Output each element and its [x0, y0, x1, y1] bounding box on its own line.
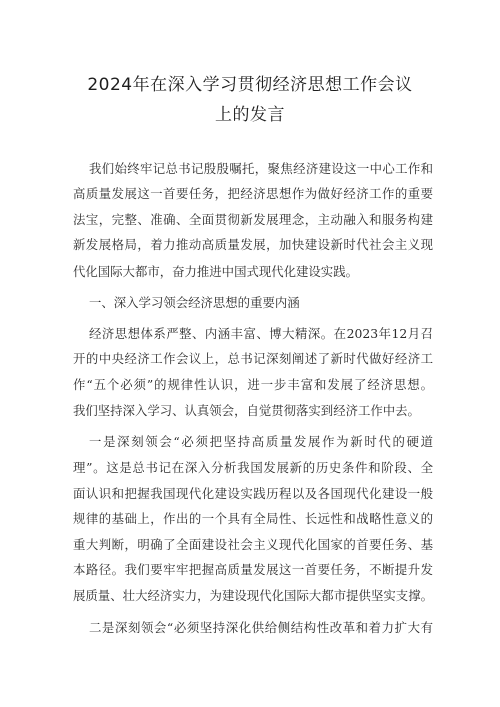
paragraph-line: 新发展格局，着力推动高质量发展，加快建设新时代社会主义现	[73, 237, 433, 252]
document-title-line-1: 2024年在深入学习贯彻经济思想工作会议	[87, 75, 413, 95]
paragraph-line: 规律的基础上，作出的一个具有全局性、长远性和战略性意义的	[73, 511, 433, 526]
paragraph-line: 法宝，完整、准确、全面贯彻新发展理念，主动融入和服务构建	[73, 212, 433, 227]
paragraph-line: 经济思想体系严整、内涵丰富、博大精深。在2023年12月召	[89, 326, 433, 341]
section-heading: 一、深入学习领会经济思想的重要内涵	[89, 295, 300, 310]
paragraph-line: 本路径。我们要牢牢把握高质量发展这一首要任务，不断提升发	[73, 562, 433, 577]
paragraph-line: 开的中央经济工作会议上，总书记深刻阐述了新时代做好经济工	[73, 351, 433, 366]
paragraph-line: 代化国际大都市，奋力推进中国式现代化建设实践。	[73, 264, 358, 279]
paragraph-line: 重大判断，明确了全面建设社会主义现代化国家的首要任务、基	[73, 537, 433, 552]
paragraph-line: 一是深刻领会“必须把坚持高质量发展作为新时代的硬道	[89, 434, 433, 449]
paragraph-line: 理”。这是总书记在深入分析我国发展新的历史条件和阶段、全	[73, 460, 433, 475]
paragraph-line: 作“五个必须”的规律性认识，进一步丰富和发展了经济思想。	[73, 377, 433, 392]
paragraph-line: 我们始终牢记总书记殷殷嘱托，聚焦经济建设这一中心工作和	[89, 161, 433, 176]
paragraph-line: 二是深刻领会“必须坚持深化供给侧结构性改革和着力扩大有	[89, 620, 433, 635]
paragraph-line: 高质量发展这一首要任务，把经济思想作为做好经济工作的重要	[73, 186, 433, 201]
paragraph-line: 面认识和把握我国现代化建设实践历程以及各国现代化建设一般	[73, 486, 433, 501]
paragraph-line: 我们坚持深入学习、认真领会，自觉贯彻落实到经济工作中去。	[73, 403, 420, 418]
document-title-line-2: 上的发言	[215, 105, 285, 125]
paragraph-line: 展质量、壮大经济实力，为建设现代化国际大都市提供坚实支撑。	[73, 588, 433, 603]
